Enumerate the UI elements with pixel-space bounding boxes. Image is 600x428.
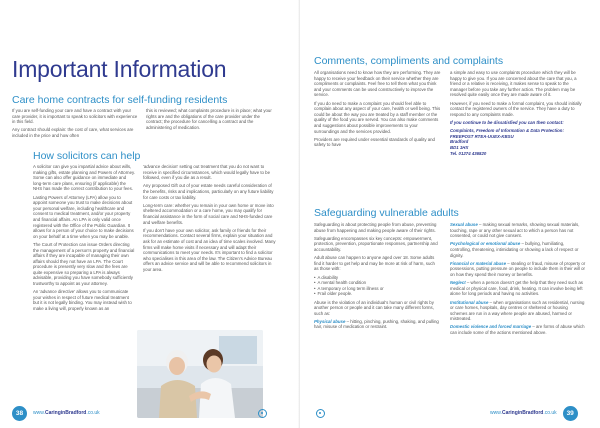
publisher-logo [258,409,267,418]
page-number: 39 [563,406,578,421]
paragraph: However, if you need to make a formal complaint, you should initially contact the registered owners of the service. They have a duty to respond to any complaints made. [450,100,582,117]
abuse-description: – bullying, humiliating, controlling, threatening, intimidating or showing a lack of respect or dignity. [450,241,579,258]
contact-line: FREEPOST RTEA-UUEX-KBSU [450,133,514,139]
comments-col1 [314,70,442,151]
abuse-type-physical [314,319,440,330]
site-brand: CaringinBradford [44,410,87,416]
contact-line: Bradford [450,139,469,145]
abuse-description: – when a person doesn't get the help that they need such as medical or physical care, food, drink, heating. It can involve being left alone for long periods and having no activities. [450,280,583,297]
paragraph: Lasting Powers of Attorney (LPA) allow you to appoint someone you trust to make decisions about your personal welfare, including healthcare and consent to medical treatment, and/or your property and financial affairs. An LPA is only valid once registered with the Office of the Public Guardian. It allows for a person of your choice to make decisions on your behalf at a time when you may be unable. [33,194,134,239]
publisher-logo [316,409,325,418]
safeguarding-heading: Safeguarding vulnerable adults [314,207,459,219]
left-footer [12,406,100,420]
care-home-col1 [12,108,138,141]
abuse-term: Domestic violence and forced marriage [450,324,532,330]
contact-line: Complaints, Freedom of Information & Data Protection: [450,128,564,134]
left-logo [258,406,267,420]
abuse-type [450,300,586,322]
list-item: • A temporary or long term illness or [314,286,440,292]
contact-phone: Tel. 01274 436820 [450,150,487,156]
paragraph: Providers are required under essential standards of quality and safety to have [314,136,435,148]
care-home-heading: Care home contracts for self-funding residents [12,94,228,106]
site-brand: CaringinBradford [501,410,544,416]
paragraph: An 'advance directive' allows you to communicate your wishes in respect of future medical treatment but it is not legally binding. You may instead wish to make a living will, properly known as an [33,289,132,312]
abuse-term: Institutional abuse [450,299,489,305]
paragraph: Abuse is the violation of an individual's human or civil rights by another person or people and it can take many different forms, such as: [314,299,434,316]
paragraph: Adult abuse can happen to anyone aged over 18. Some adults find it harder to get help and may be more at risk of harm, such as those with: [314,255,435,272]
comments-heading: Comments, compliments and complaints [314,55,504,67]
site-suffix: .co.uk [543,410,557,416]
paragraph: a simple and easy to use complaints procedure which they will be happy to give you. If you are concerned about the care that you, a friend or a relative is receiving, it makes sense to speak to the manager before you take any further action. The problem may be resolved quite easily once they are made aware of it. [450,70,577,98]
abuse-description: – making sexual remarks, showing sexual materials, touching, rape or any other sexual act to which a person has not consented, or could not give consent. [450,222,580,239]
comments-col2 [450,70,586,156]
paragraph: All organisations need to know how they are performing. They are happy to receive your feedback on their service whether they are compliments or complaints. Feel free to tell them what you think and your comments can be used constructively to improve the service. [314,70,441,98]
logo-icon [258,409,267,418]
abuse-term: Neglect [450,280,466,286]
solicitors-col1 [33,164,136,314]
safeguarding-col1 [314,222,440,333]
care-home-col2 [146,108,276,133]
list-item: • A disability [314,275,440,281]
site-prefix: www. [33,410,45,416]
abuse-term: Physical abuse [314,318,346,324]
right-logo [316,406,325,420]
risk-list [314,275,440,297]
paragraph: The Court of Protection can issue Orders directing the management of a person's property and financial affairs if they are incapable of managing their own affairs should they not have an LPA. The Court procedure is presently very slow and the fees are quite expensive so preparing a LPA is always advisable, providing you have somebody sufficiently trustworthy to appoint as your attorney. [33,241,135,287]
care-worker-photo [137,330,263,418]
contact-line: BD1 1HX [450,144,469,150]
abuse-type [450,324,586,335]
solicitors-col2 [143,164,278,275]
website-link[interactable] [490,410,557,416]
abuse-type [450,280,586,297]
solicitors-heading: How solicitors can help [33,150,141,162]
site-prefix: www. [490,410,502,416]
complaints-contact [450,128,586,156]
abuse-type [450,261,586,278]
paragraph: Safeguarding encompasses six key concepts: empowerment, protection, prevention, proportionate responses, partnership and accountability. [314,235,438,252]
abuse-description: – stealing or fraud, misuse of property or possessions, putting pressure on people to include them in their will or on how they spend their money or benefits. [450,260,586,277]
page-number: 38 [12,406,27,421]
paragraph: Any contract should explain: the cost of care, what services are included in the price and how often [12,127,134,138]
abuse-description: – hitting, pinching, pushing, shaking, and pulling hair, misuse of medication or restraint. [314,318,439,330]
paragraph: 'advance decision' setting out treatment that you do not want to receive in specified circumstances, which would legally have to be followed, even if you die as a result. [143,164,270,181]
abuse-term: Psychological or emotional abuse [450,241,521,247]
abuse-description: – are forms of abuse which can include some of the actions mentioned above. [450,324,585,336]
abuse-term: Financial or material abuse [450,260,507,266]
paragraph: this is reviewed; what complaints procedure is in place; what your rights are and the obligations of the care provider under the contract; the procedure for cancelling a contract and the administering of medication. [146,108,272,130]
abuse-description: – when organisations such as residential, nursing or care homes, hospitals, day centres or sheltered or housing schemes are run in a way where people are abused, harmed or mistreated. [450,299,585,322]
list-item: • A mental health condition [314,280,440,286]
paragraph: If you do need to make a complaint you should feel able to complain about any aspect of your care, health or well being. This could be about the way you are treated by a staff member or the quality of the food you are served. You can also make comments and suggestions about possible improvements to your surroundings and the services provided. [314,100,441,134]
paragraph: If you are self-funding your care and have a contract with your care provider, it is important to speak to solicitors with experience in this field. [12,108,138,125]
abuse-type [450,222,586,239]
site-suffix: .co.uk [86,410,100,416]
paragraph: If you don't have your own solicitor, ask family or friends for their recommendations. Contact several firms, explain your situation and ask for an estimate of cost and an idea of time scales involved. Many firms will make home visits if necessary and will adapt their communications to meet your needs. It's important to find a solicitor who specialises in this area of the law. The Citizen's Advice Bureau offers an advice service and will be able to recommend solicitors in your area. [143,227,276,272]
paragraph: A solicitor can give you impartial advice about wills, making gifts, estate planning and Powers of Attorney. Some can also offer guidance on immediate and long-term care plans, ensuring (if applicable) the NHS has made the correct contribution to your fees. [33,164,136,192]
safeguarding-col2 [450,222,586,338]
abuse-term: Sexual abuse [450,222,478,227]
website-link[interactable] [33,410,100,416]
abuse-type [450,241,586,258]
list-item: • Frail older people. [314,291,440,297]
logo-icon [316,409,325,418]
right-footer [490,406,578,420]
page-title: Important Information [12,56,227,82]
dissatisfied-note: If you continue to be dissatisfied you can then contact: [450,119,564,125]
paragraph: Safeguarding is about protecting people from abuse, preventing abuse from happening and making people aware of their rights. [314,222,437,233]
photo-illustration [137,330,263,418]
right-page [300,0,600,428]
paragraph: Long-term care: whether you remain in your own home or move into sheltered accommodation or a care home, you may qualify for financial assistance in the form of social care and NHS-funded care and welfare benefits. [143,202,274,225]
paragraph: Any proposed Gift out of your estate needs careful consideration of the benefits, risks and implications, particularly on any future liability for care costs or tax liability. [143,183,274,200]
